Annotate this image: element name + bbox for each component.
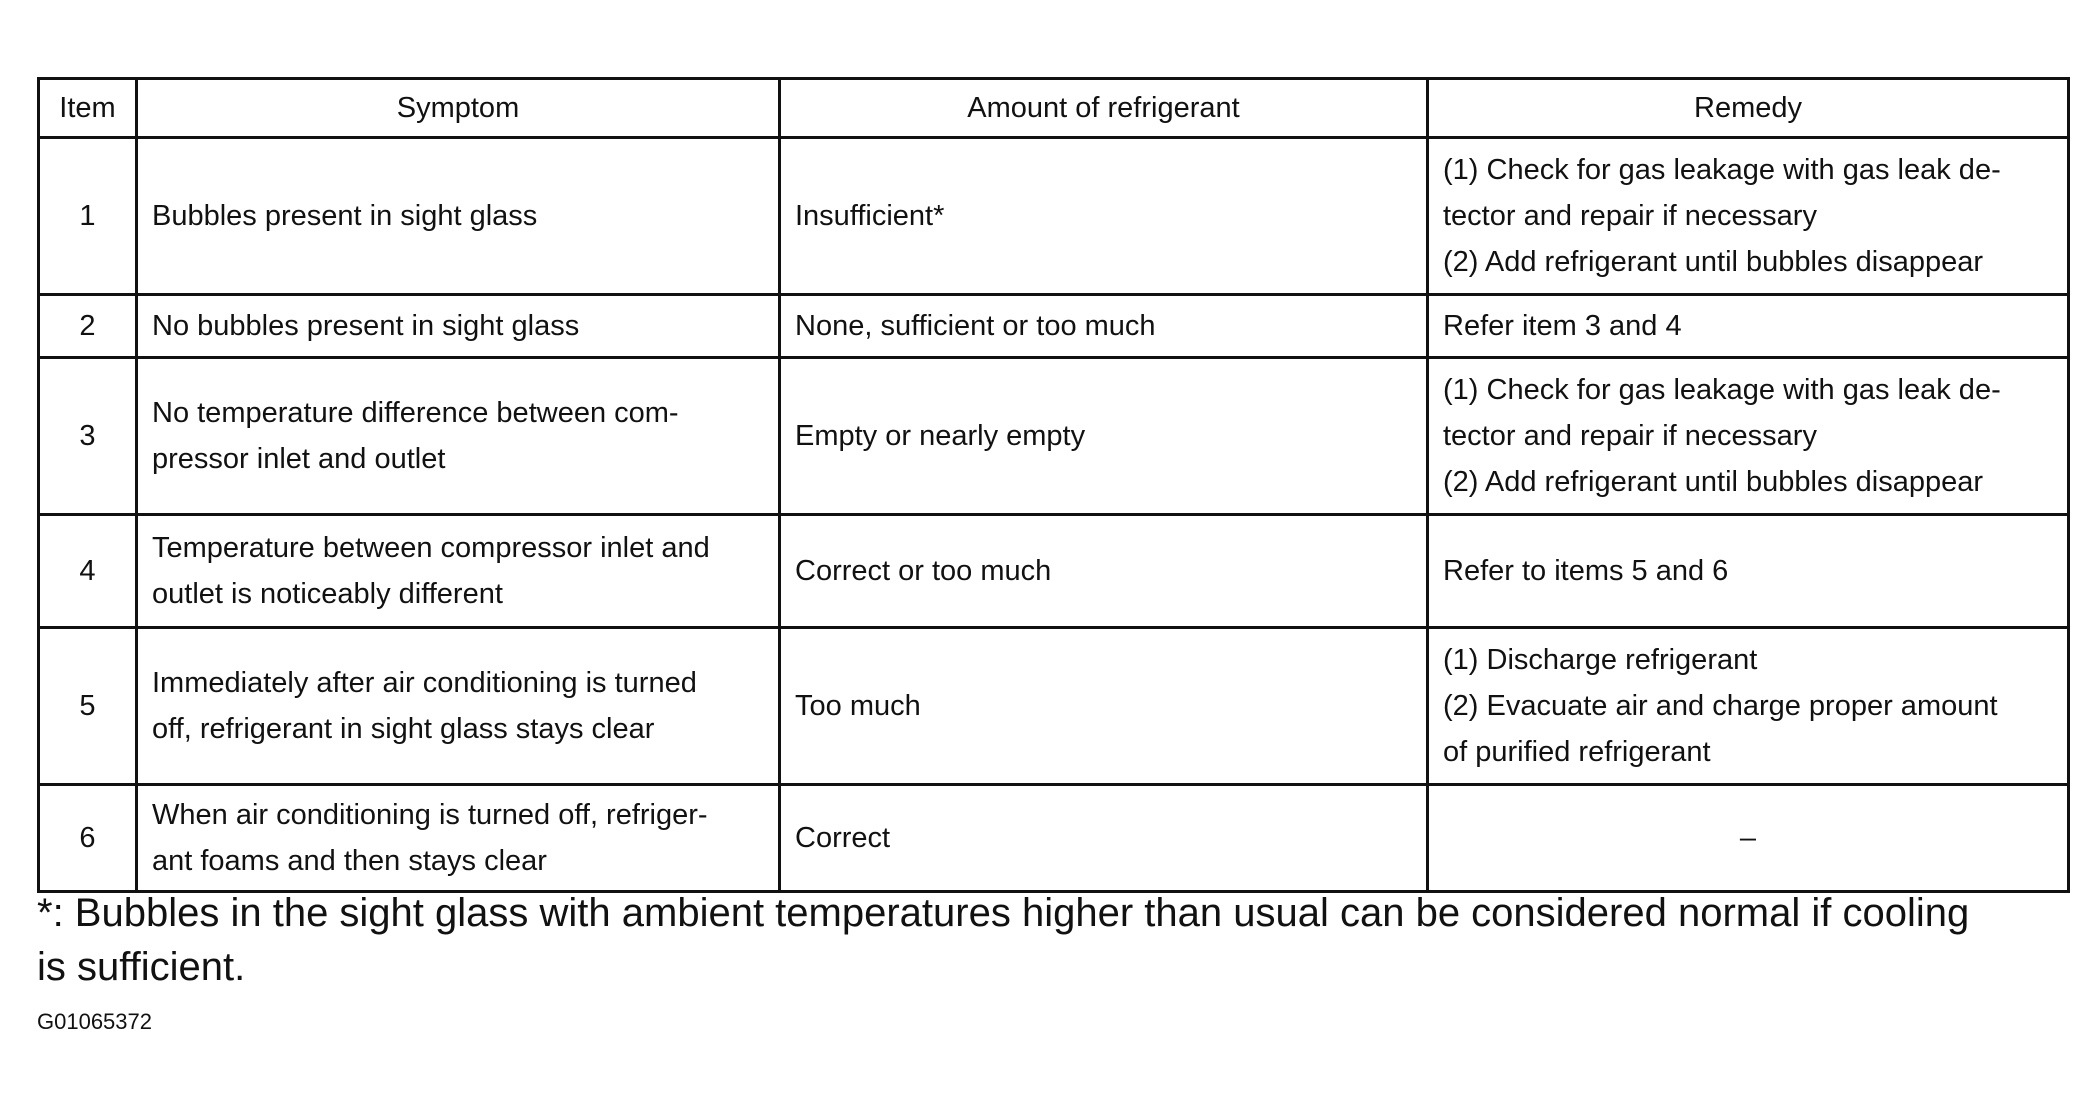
- remedy-cell: [1428, 628, 2069, 785]
- symptom-cell: [137, 138, 780, 295]
- symptom-text: No temperature difference between com-: [152, 397, 679, 429]
- item-number: 2: [39, 295, 137, 358]
- header-amount: Amount of refrigerant: [780, 79, 1428, 138]
- amount-cell: Correct or too much: [780, 515, 1428, 628]
- footnote-line: *: Bubbles in the sight glass with ambient temperatures higher than usual can be considered normal if cooling: [37, 891, 1970, 935]
- remedy-text: of purified refrigerant: [1443, 736, 1711, 768]
- refrigerant-diagnosis-table-container: [37, 77, 2067, 893]
- symptom-text: When air conditioning is turned off, refriger-: [152, 799, 708, 831]
- item-number: 5: [39, 628, 137, 785]
- header-symptom: Symptom: [137, 79, 780, 138]
- amount-cell: Too much: [780, 628, 1428, 785]
- amount-cell: Insufficient*: [780, 138, 1428, 295]
- item-number: 4: [39, 515, 137, 628]
- symptom-text: pressor inlet and outlet: [152, 443, 446, 475]
- table-row: [39, 295, 2069, 358]
- amount-cell: Correct: [780, 785, 1428, 892]
- footnote-line: is sufficient.: [37, 945, 246, 989]
- table-row: [39, 138, 2069, 295]
- symptom-cell: [137, 628, 780, 785]
- symptom-text: outlet is noticeably different: [152, 578, 503, 610]
- table-row: [39, 358, 2069, 515]
- symptom-text: off, refrigerant in sight glass stays clear: [152, 713, 655, 745]
- amount-cell: Empty or nearly empty: [780, 358, 1428, 515]
- symptom-text: Temperature between compressor inlet and: [152, 532, 710, 564]
- footnote: [37, 886, 2077, 994]
- remedy-text: tector and repair if necessary: [1443, 420, 1817, 452]
- remedy-text: Refer item 3 and 4: [1443, 310, 1682, 342]
- table-header-row: [39, 79, 2069, 138]
- symptom-cell: [137, 358, 780, 515]
- header-item: Item: [39, 79, 137, 138]
- remedy-cell: [1428, 295, 2069, 358]
- remedy-text: (1) Discharge refrigerant: [1443, 644, 1758, 676]
- remedy-text: (2) Evacuate air and charge proper amount: [1443, 690, 1998, 722]
- remedy-cell: [1428, 515, 2069, 628]
- remedy-text: Refer to items 5 and 6: [1443, 555, 1729, 587]
- refrigerant-diagnosis-table: [37, 77, 2070, 893]
- remedy-text: tector and repair if necessary: [1443, 200, 1817, 232]
- symptom-text: ant foams and then stays clear: [152, 845, 547, 877]
- remedy-text: (2) Add refrigerant until bubbles disappear: [1443, 246, 1984, 278]
- remedy-cell: [1428, 358, 2069, 515]
- remedy-text: –: [1739, 822, 1757, 854]
- table-row: [39, 785, 2069, 892]
- remedy-text: (1) Check for gas leakage with gas leak de-: [1443, 154, 2001, 186]
- remedy-cell: [1428, 138, 2069, 295]
- amount-cell: None, sufficient or too much: [780, 295, 1428, 358]
- table-row: [39, 628, 2069, 785]
- symptom-cell: [137, 785, 780, 892]
- remedy-cell: [1428, 785, 2069, 892]
- item-number: 6: [39, 785, 137, 892]
- item-number: 3: [39, 358, 137, 515]
- symptom-cell: [137, 295, 780, 358]
- item-number: 1: [39, 138, 137, 295]
- symptom-text: Immediately after air conditioning is turned: [152, 667, 697, 699]
- header-remedy: Remedy: [1428, 79, 2069, 138]
- remedy-text: (2) Add refrigerant until bubbles disappear: [1443, 466, 1984, 498]
- figure-id: G01065372: [37, 1009, 152, 1034]
- table-row: [39, 515, 2069, 628]
- symptom-text: No bubbles present in sight glass: [152, 310, 580, 342]
- symptom-cell: [137, 515, 780, 628]
- symptom-text: Bubbles present in sight glass: [152, 200, 538, 232]
- remedy-text: (1) Check for gas leakage with gas leak de-: [1443, 374, 2001, 406]
